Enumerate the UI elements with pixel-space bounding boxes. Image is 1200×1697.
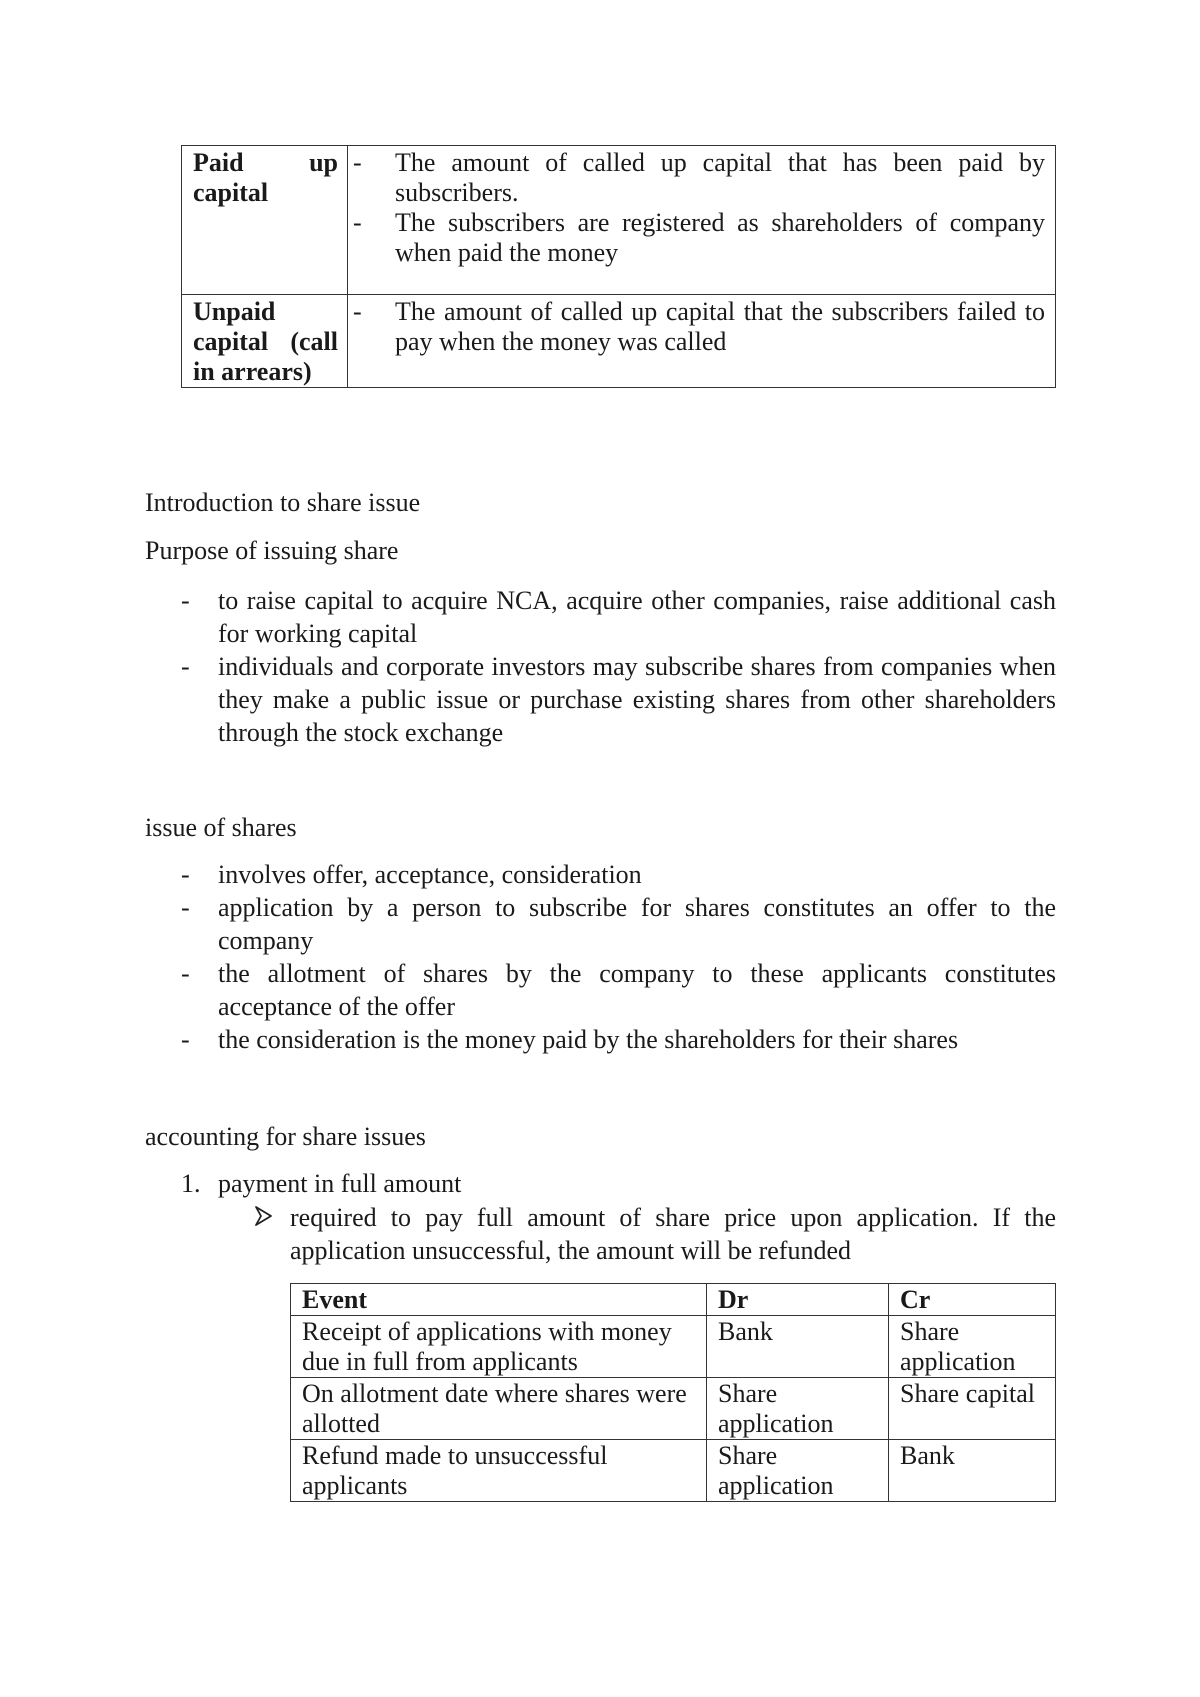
- section-heading: Purpose of issuing share: [145, 536, 399, 565]
- table-cell: Receipt of applications with money due in full from applicants: [291, 1316, 707, 1378]
- numbered-item: [181, 1169, 461, 1199]
- description-cell: [348, 146, 1056, 295]
- purpose-list: [181, 584, 1056, 749]
- table-cell: Share application: [889, 1316, 1056, 1378]
- table-row: [182, 146, 1056, 295]
- list-item: - the allotment of shares by the company to these applicants constitutes acceptance of the offer: [181, 957, 1056, 1023]
- column-header: Event: [291, 1284, 707, 1316]
- list-item: - The amount of called up capital that the subscribers failed to pay when the money was called: [353, 297, 1045, 357]
- term-line: in arrears): [193, 357, 312, 386]
- term-line: capital: [193, 178, 269, 207]
- list-item: - individuals and corporate investors may subscribe shares from companies when they make a public issue or purchase existing shares from other shareholders through the stock exchange: [181, 650, 1056, 749]
- capital-definitions-table: [181, 145, 1056, 388]
- term-cell: [182, 146, 348, 295]
- list-item: - to raise capital to acquire NCA, acquire other companies, raise additional cash for working capital: [181, 584, 1056, 650]
- table-cell: Share capital: [889, 1378, 1056, 1440]
- list-item: - The subscribers are registered as shareholders of company when paid the money: [353, 208, 1045, 268]
- table-cell: Share application: [707, 1440, 889, 1502]
- table-cell: On allotment date where shares were allotted: [291, 1378, 707, 1440]
- section-heading: Introduction to share issue: [145, 488, 421, 517]
- list-item: - application by a person to subscribe for shares constitutes an offer to the company: [181, 891, 1056, 957]
- column-header: Cr: [889, 1284, 1056, 1316]
- list-item: - the consideration is the money paid by the shareholders for their shares: [181, 1023, 1056, 1056]
- table-row: [291, 1316, 1056, 1378]
- term-line: Unpaid: [193, 297, 276, 326]
- arrow-bullet-text: required to pay full amount of share price upon application. If the application unsuccessful, the amount will be refunded: [290, 1203, 1056, 1265]
- arrow-bullet-icon: [254, 1203, 274, 1237]
- table-cell: Bank: [889, 1440, 1056, 1502]
- item-number: 1.: [181, 1169, 201, 1198]
- journal-entries-table: [290, 1283, 1056, 1502]
- table-row: [291, 1440, 1056, 1502]
- arrow-bullet: [254, 1201, 1056, 1267]
- list-item: - involves offer, acceptance, consideration: [181, 858, 1056, 891]
- column-header: Dr: [707, 1284, 889, 1316]
- table-header-row: [291, 1284, 1056, 1316]
- term-cell: [182, 295, 348, 388]
- table-cell: Share application: [707, 1378, 889, 1440]
- term-line: Paid up: [193, 148, 338, 177]
- list-item: - The amount of called up capital that has been paid by subscribers.: [353, 148, 1045, 208]
- table-row: [291, 1378, 1056, 1440]
- table-row: [182, 295, 1056, 388]
- table-cell: Refund made to unsuccessful applicants: [291, 1440, 707, 1502]
- item-text: payment in full amount: [218, 1169, 462, 1198]
- section-heading: accounting for share issues: [145, 1122, 426, 1151]
- section-heading: issue of shares: [145, 813, 297, 842]
- table-cell: Bank: [707, 1316, 889, 1378]
- term-line: capital (call: [193, 327, 338, 356]
- description-cell: [348, 295, 1056, 388]
- issue-list: [181, 858, 1056, 1056]
